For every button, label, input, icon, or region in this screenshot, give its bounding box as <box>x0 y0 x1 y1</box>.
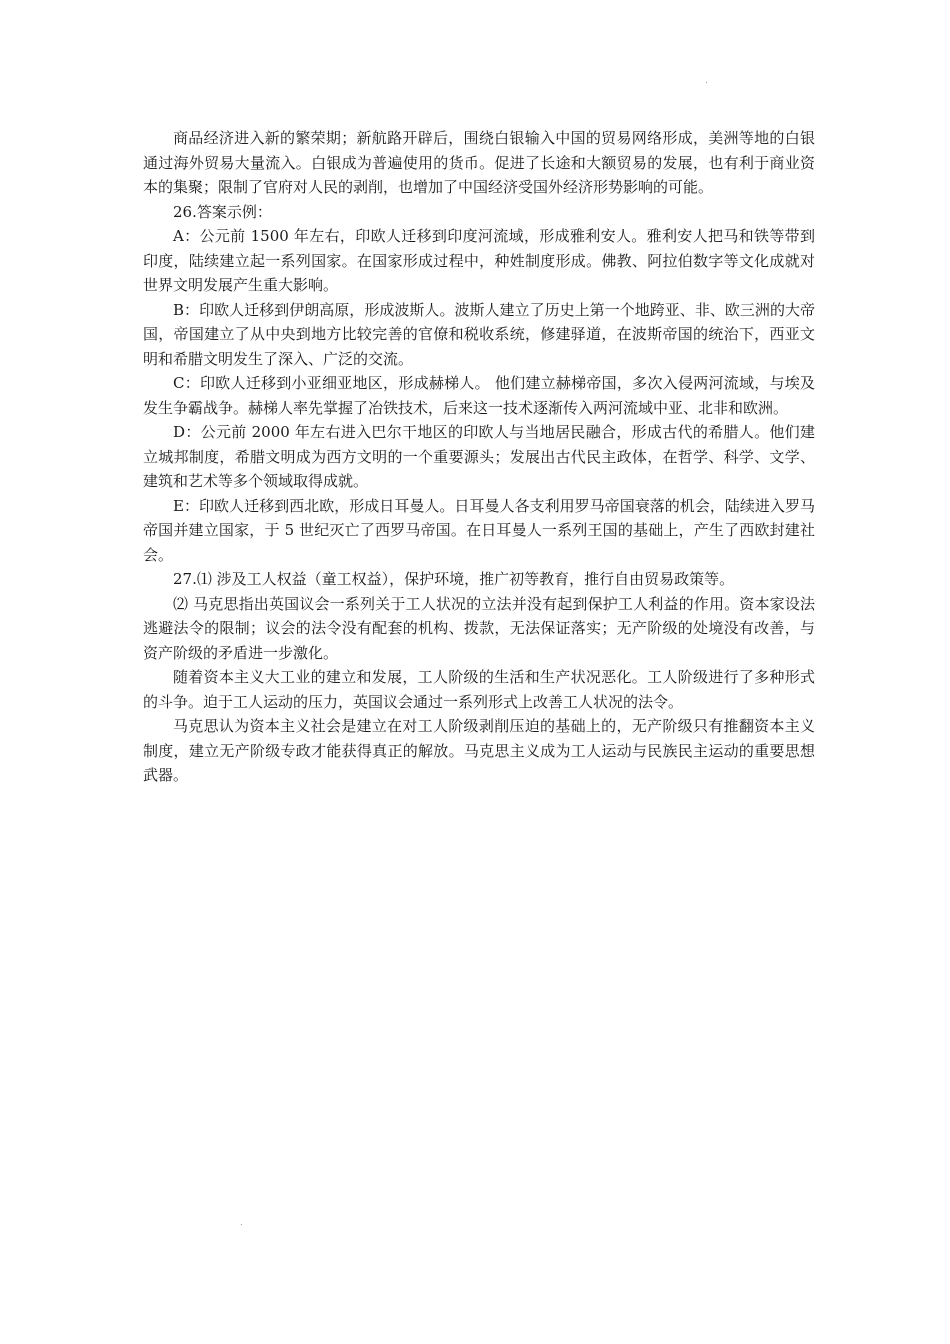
paragraph-q26-d: D：公元前 2000 年左右进入巴尔干地区的印欧人与当地居民融合，形成古代的希腊人。他们建立城邦制度，希腊文明成为西方文明的一个重要源头；发展出古代民主政体，在哲学、科学、文学、建筑和艺术等多个领域取得成就。 <box>143 423 815 490</box>
page-corner-mark-top: . <box>705 76 708 86</box>
paragraph-q26-a: A：公元前 1500 年左右，印欧人迁移到印度河流域，形成雅利安人。雅利安人把马和铁等带到印度，陆续建立起一系列国家。在国家形成过程中，种姓制度形成。佛教、阿拉伯数字等文化成就对世界文明发展产生重大影响。 <box>143 227 815 294</box>
paragraph-q27-marx-view: 马克思认为资本主义社会是建立在对工人阶级剥削压迫的基础上的，无产阶级只有推翻资本主义制度，建立无产阶级专政才能获得真正的解放。马克思主义成为工人运动与民族民主运动的重要思想武器。 <box>143 717 815 784</box>
paragraph-q27-part1: 27.⑴ 涉及工人权益（童工权益），保护环境，推广初等教育，推行自由贸易政策等。 <box>173 570 735 588</box>
paragraph-q26-b: B：印欧人迁移到伊朗高原，形成波斯人。波斯人建立了历史上第一个地跨亚、非、欧三洲的大帝国，帝国建立了从中央到地方比较完善的官僚和税收系统，修建驿道，在波斯帝国的统治下，西亚文明和希腊文明发生了深入、广泛的交流。 <box>143 300 815 368</box>
paragraph-q26-e: E：印欧人迁移到西北欧，形成日耳曼人。日耳曼人各支利用罗马帝国衰落的机会，陆续进入罗马帝国并建立国家，于 5 世纪灭亡了西罗马帝国。在日耳曼人一系列王国的基础上，产生了西欧封建社会。 <box>143 496 815 564</box>
paragraph-q26-c: C：印欧人迁移到小亚细亚地区，形成赫梯人。 他们建立赫梯帝国，多次入侵两河流域，与埃及发生争霸战争。赫梯人率先掌握了冶铁技术，后来这一技术逐渐传入两河流域中亚、北非和欧洲。 <box>143 374 815 417</box>
paragraph-q27-part2: ⑵ 马克思指出英国议会一系列关于工人状况的立法并没有起到保护工人利益的作用。资本家设法逃避法令的限制；议会的法令没有配套的机构、拨款，无法保证落实；无产阶级的处境没有改善，与资产阶级的矛盾进一步激化。 <box>143 594 815 662</box>
paragraph-q27-context: 随着资本主义大工业的建立和发展，工人阶级的生活和生产状况恶化。工人阶级进行了多种形式的斗争。迫于工人运动的压力，英国议会通过一系列形式上改善工人状况的法令。 <box>143 668 815 711</box>
page-corner-mark-bottom: . <box>240 1218 243 1228</box>
paragraph-q26-heading: 26.答案示例： <box>173 202 272 221</box>
document-page <box>143 126 815 788</box>
paragraph-silver-economy: 商品经济进入新的繁荣期；新航路开辟后，围绕白银输入中国的贸易网络形成，美洲等地的白银通过海外贸易大量流入。白银成为普遍使用的货币。促进了长途和大额贸易的发展，也有利于商业资本的集聚；限制了官府对人民的剥削，也增加了中国经济受国外经济形势影响的可能。 <box>143 129 815 196</box>
